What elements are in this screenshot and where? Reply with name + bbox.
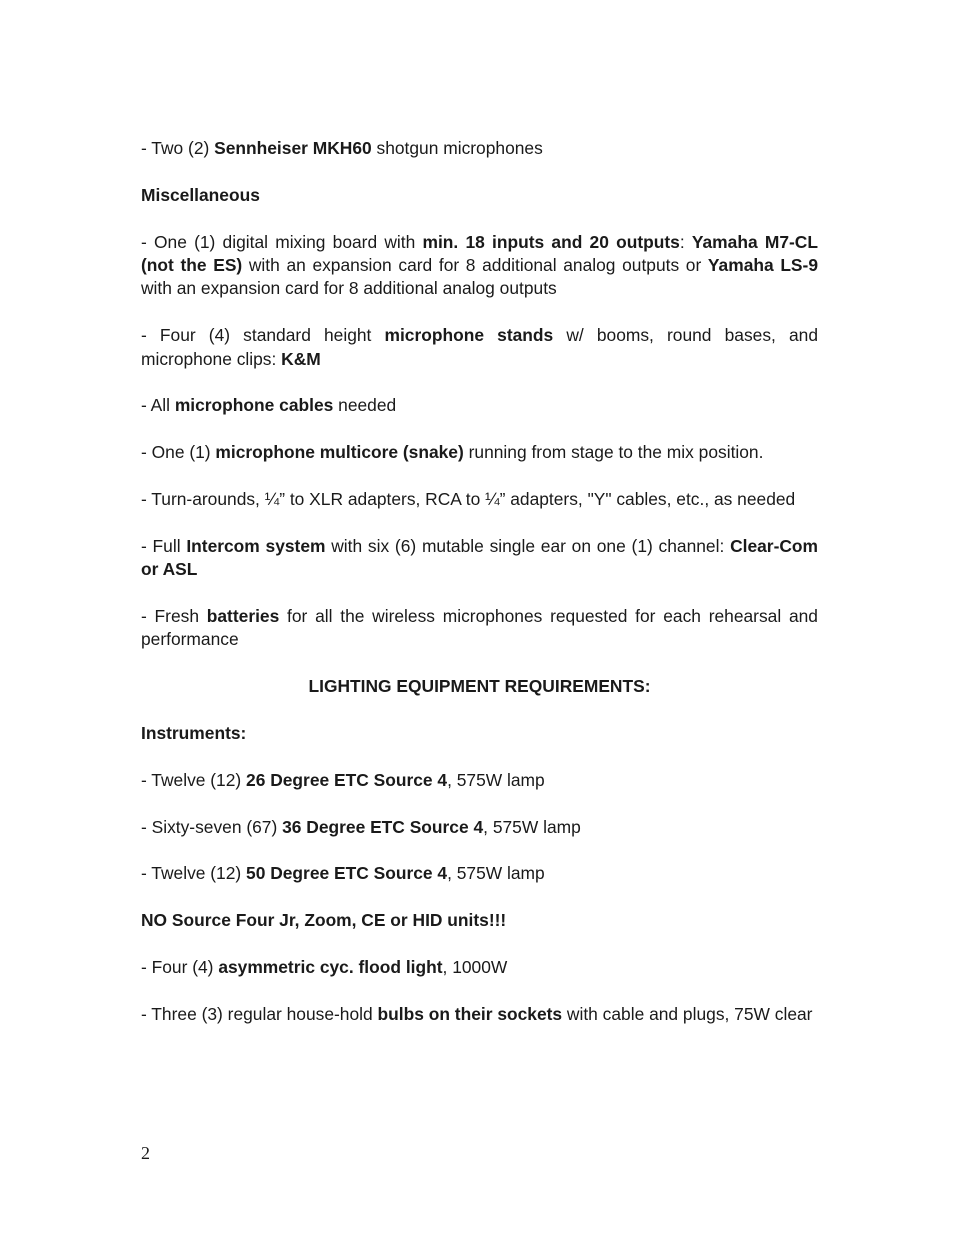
- text: :: [679, 231, 692, 252]
- item-household-bulbs: [141, 1003, 818, 1026]
- text: running from stage to the mix position.: [463, 442, 764, 463]
- bold-text: bulbs on their sockets: [377, 1003, 563, 1024]
- text: - Three (3) regular house-hold: [141, 1003, 378, 1024]
- text: - Full: [141, 535, 187, 556]
- bold-text: Intercom system: [186, 535, 326, 556]
- text: - Turn-arounds, ¼” to XLR adapters, RCA to ¼” adapters, "Y" cables, etc., as needed: [141, 489, 796, 509]
- item-source4-26: [141, 769, 818, 792]
- text: , 575W lamp: [447, 863, 545, 884]
- section-heading-lighting: LIGHTING EQUIPMENT REQUIREMENTS:: [308, 676, 651, 697]
- text: with six (6) mutable single ear on one (1) channel:: [325, 535, 731, 556]
- bold-text: batteries: [206, 606, 280, 626]
- text: with an expansion card for 8 additional analog outputs: [141, 278, 557, 299]
- text: needed: [333, 395, 397, 416]
- bold-text: asymmetric cyc. flood light: [218, 956, 443, 977]
- bold-text: Yamaha M7-CL (not the ES): [141, 231, 818, 275]
- section-heading-instruments: [141, 722, 818, 745]
- bold-text: K&M: [281, 348, 321, 369]
- bold-text: microphone multicore (snake): [215, 442, 464, 463]
- item-mkh60-microphones: [141, 137, 818, 160]
- item-adapters: [141, 488, 818, 511]
- item-cyc-flood-light: [141, 956, 818, 979]
- text: - Four (4): [141, 956, 219, 977]
- text: w/ booms, round bases, and microphone clips:: [141, 325, 818, 369]
- text: - Twelve (12): [141, 769, 247, 790]
- item-intercom: [141, 535, 818, 582]
- item-microphone-stands: [141, 324, 818, 371]
- bold-text: 50 Degree ETC Source 4: [246, 863, 448, 884]
- page-number: 2: [141, 1143, 150, 1163]
- text: - Twelve (12): [141, 863, 247, 884]
- bold-text: 26 Degree ETC Source 4: [246, 769, 448, 790]
- text: , 575W lamp: [483, 816, 581, 837]
- text: with cable and plugs, 75W clear: [562, 1003, 813, 1024]
- text: shotgun microphones: [371, 138, 543, 158]
- text: , 575W lamp: [447, 769, 545, 790]
- heading-text: Instruments:: [141, 723, 247, 743]
- text: for all the wireless microphones requested for each rehearsal and performance: [141, 606, 818, 650]
- item-source4-50: [141, 862, 818, 885]
- text: - All: [141, 395, 175, 416]
- section-heading-miscellaneous: [141, 184, 818, 207]
- text: - One (1) digital mixing board with: [141, 231, 423, 252]
- text: - Fresh: [141, 606, 207, 626]
- text: with an expansion card for 8 additional analog outputs or: [242, 255, 708, 275]
- text: - One (1): [141, 442, 216, 463]
- bold-text: 36 Degree ETC Source 4: [282, 816, 484, 837]
- item-source4-36: [141, 816, 818, 839]
- bold-text: min. 18 inputs and 20 outputs: [422, 231, 680, 252]
- bold-text: Clear-Com or ASL: [141, 535, 819, 580]
- bold-text: Sennheiser MKH60: [214, 138, 372, 158]
- text: - Two (2): [141, 138, 215, 158]
- heading-text: Miscellaneous: [141, 184, 260, 205]
- bold-text: Yamaha LS-9: [707, 255, 818, 275]
- bold-text: microphone cables: [174, 395, 334, 416]
- item-batteries: [141, 605, 818, 652]
- text: , 1000W: [442, 956, 508, 977]
- document-page: [141, 137, 818, 1050]
- warning-no-source-four-jr: [141, 909, 818, 932]
- item-multicore: [141, 441, 818, 464]
- item-microphone-cables: [141, 394, 818, 417]
- bold-text: microphone stands: [384, 325, 554, 346]
- text: - Four (4) standard height: [141, 325, 385, 346]
- bold-text: NO Source Four Jr, Zoom, CE or HID units!!!: [141, 910, 507, 931]
- item-mixing-board: [141, 231, 818, 301]
- text: - Sixty-seven (67): [141, 816, 283, 837]
